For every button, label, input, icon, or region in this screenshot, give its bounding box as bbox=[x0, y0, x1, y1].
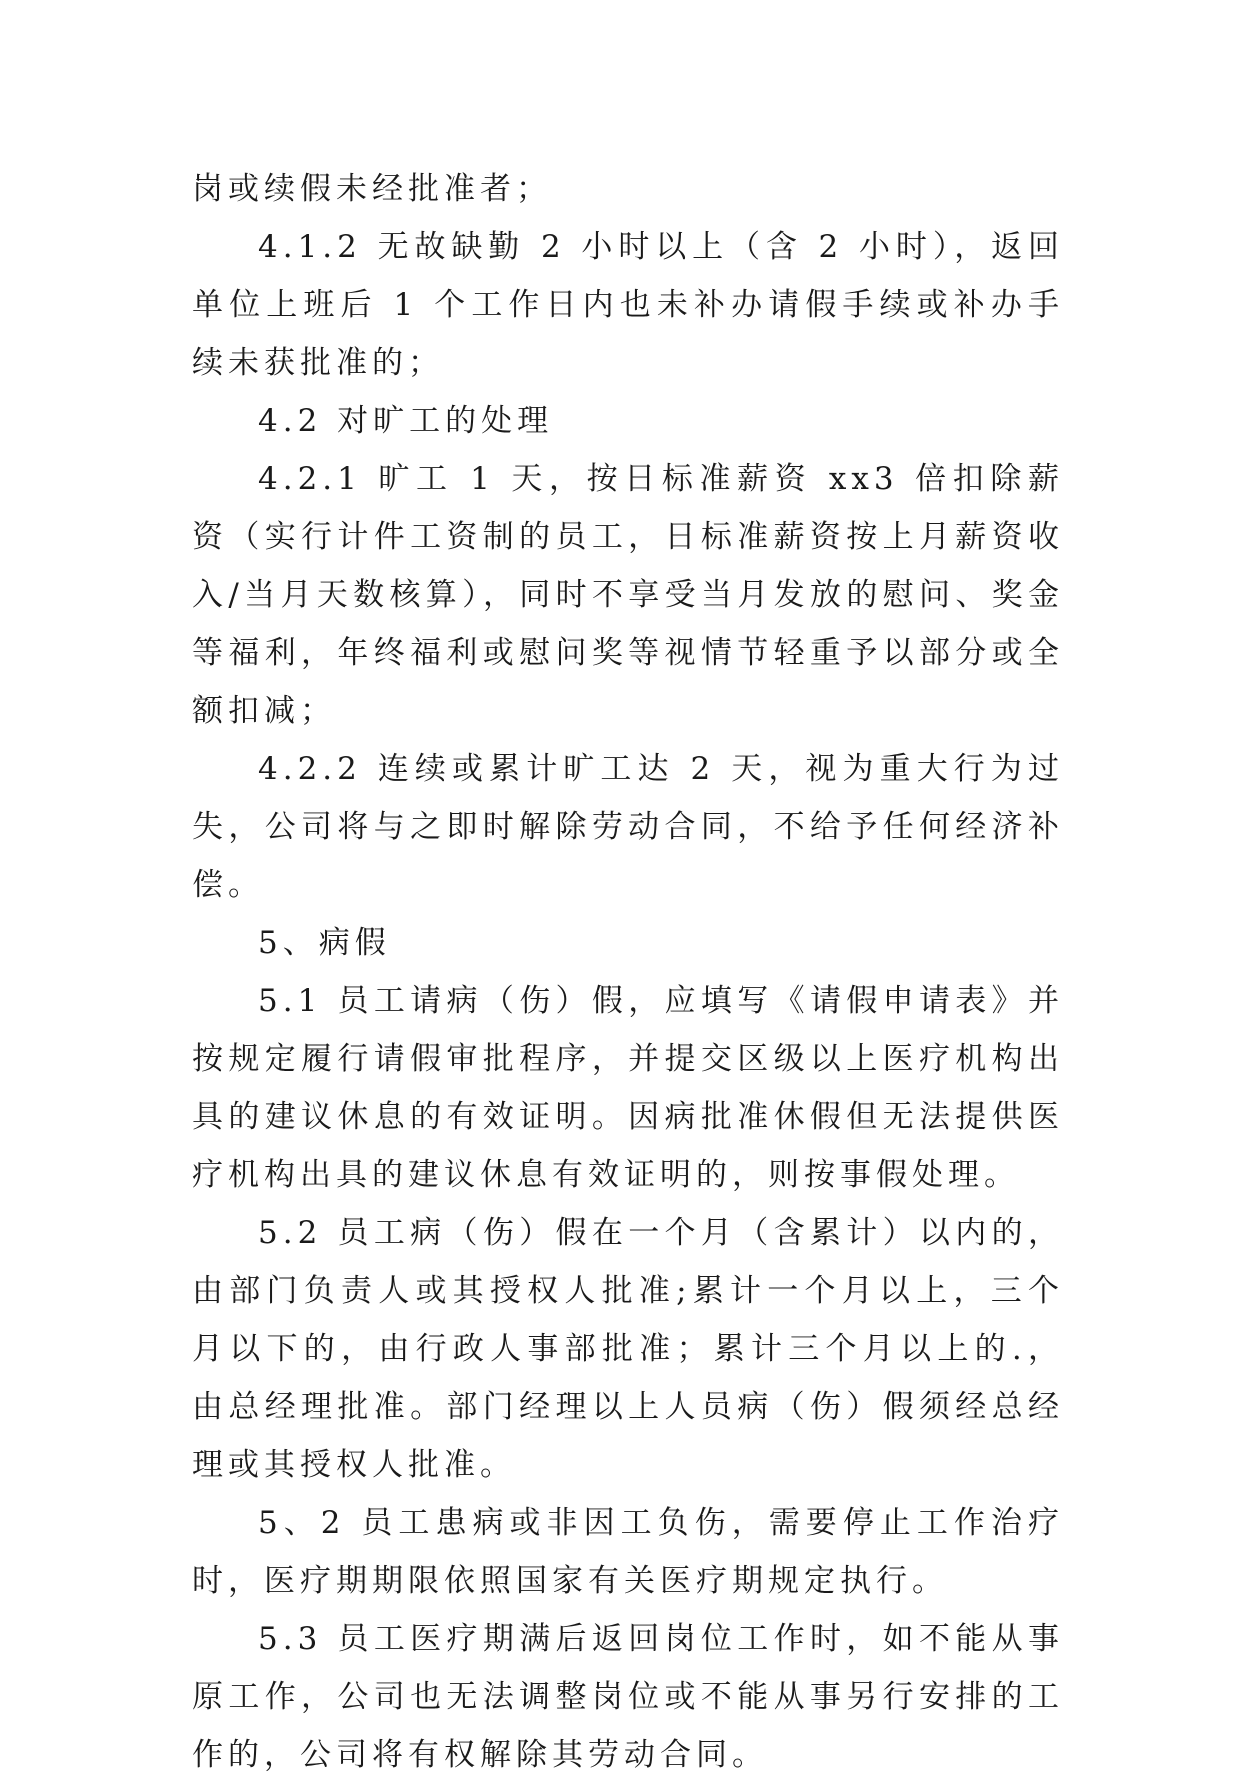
paragraph-5-1: 5.1 员工请病（伤）假，应填写《请假申请表》并按规定履行请假审批程序，并提交区级以上医疗机构出具的建议休息的有效证明。因病批准休假但无法提供医疗机构出具的建议休息有效证明的，则按事假处理。 bbox=[192, 983, 1064, 1193]
paragraph-leave-continuation: 岗或续假未经批准者； bbox=[192, 171, 552, 207]
paragraph-5-2-medical-period: 5、2 员工患病或非因工负伤，需要停止工作治疗时，医疗期期限依照国家有关医疗期规定执行。 bbox=[192, 1505, 1064, 1599]
paragraph-4-1-2: 4.1.2 无故缺勤 2 小时以上（含 2 小时），返回单位上班后 1 个工作日内也未补办请假手续或补办手续未获批准的； bbox=[192, 229, 1064, 381]
paragraph-4-2-2: 4.2.2 连续或累计旷工达 2 天，视为重大行为过失，公司将与之即时解除劳动合同，不给予任何经济补偿。 bbox=[192, 751, 1064, 903]
document-body bbox=[192, 160, 1064, 1784]
heading-4-2: 4.2 对旷工的处理 bbox=[258, 403, 554, 439]
paragraph-5-2: 5.2 员工病（伤）假在一个月（含累计）以内的，由部门负责人或其授权人批准;累计一个月以上，三个月以下的，由行政人事部批准；累计三个月以上的.，由总经理批准。部门经理以上人员病（伤）假须经总经理或其授权人批准。 bbox=[192, 1215, 1064, 1483]
paragraph-4-2-1: 4.2.1 旷工 1 天，按日标准薪资 xx3 倍扣除薪资（实行计件工资制的员工，日标准薪资按上月薪资收入/当月天数核算），同时不享受当月发放的慰问、奖金等福利，年终福利或慰问奖等视情节轻重予以部分或全额扣减； bbox=[192, 461, 1064, 729]
paragraph-5-3: 5.3 员工医疗期满后返回岗位工作时，如不能从事原工作，公司也无法调整岗位或不能从事另行安排的工作的，公司将有权解除其劳动合同。 bbox=[192, 1621, 1064, 1773]
heading-5-sick-leave: 5、病假 bbox=[258, 925, 391, 961]
